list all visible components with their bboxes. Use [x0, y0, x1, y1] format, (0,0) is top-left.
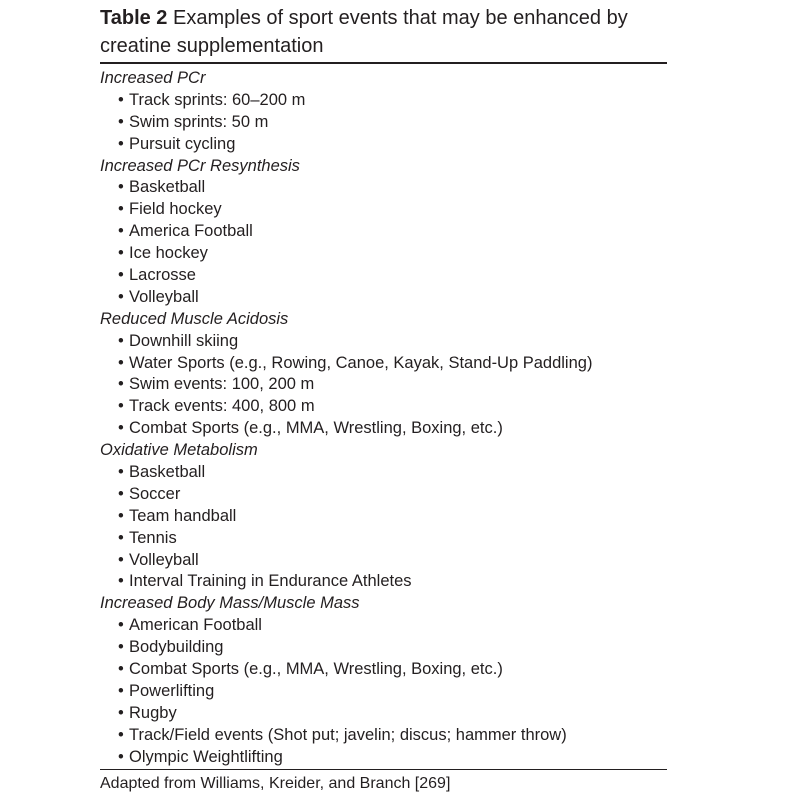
list-item [100, 747, 667, 769]
bullet-icon: • [118, 397, 124, 416]
table-group [100, 440, 667, 593]
list-item-text: Downhill skiing [129, 331, 239, 350]
table-caption [100, 4, 667, 60]
list-item [100, 112, 667, 134]
list-item [100, 243, 667, 265]
list-item-text: American Football [129, 616, 262, 635]
group-items [100, 90, 667, 156]
bullet-icon: • [118, 528, 124, 547]
group-items [100, 462, 667, 593]
bullet-icon: • [118, 200, 124, 219]
bullet-icon: • [118, 506, 124, 525]
list-item [100, 637, 667, 659]
list-item-text: Tennis [129, 528, 177, 547]
bullet-icon: • [118, 353, 124, 372]
list-item-text: Swim sprints: 50 m [129, 112, 269, 131]
list-item-text: Team handball [129, 506, 237, 525]
list-item [100, 506, 667, 528]
table-body [100, 68, 667, 769]
table-group [100, 156, 667, 309]
list-item [100, 550, 667, 572]
list-item [100, 659, 667, 681]
list-item-text: Water Sports (e.g., Rowing, Canoe, Kayak, Stand-Up Paddling) [129, 353, 593, 372]
bullet-icon: • [118, 287, 124, 306]
group-items [100, 615, 667, 768]
bullet-icon: • [118, 331, 124, 350]
bullet-icon: • [118, 375, 124, 394]
list-item-text: Combat Sports (e.g., MMA, Wrestling, Boxing, etc.) [129, 419, 503, 438]
list-item [100, 571, 667, 593]
table-container [100, 4, 667, 795]
list-item [100, 199, 667, 221]
bullet-icon: • [118, 616, 124, 635]
list-item [100, 265, 667, 287]
list-item [100, 681, 667, 703]
list-item [100, 287, 667, 309]
bullet-icon: • [118, 703, 124, 722]
list-item [100, 484, 667, 506]
list-item-text: Powerlifting [129, 681, 215, 700]
list-item [100, 353, 667, 375]
list-item-text: Track/Field events (Shot put; javelin; discus; hammer throw) [129, 725, 567, 744]
table-group [100, 68, 667, 156]
list-item [100, 331, 667, 353]
list-item-text: Basketball [129, 463, 206, 482]
group-title: Oxidative Metabolism [100, 441, 258, 460]
list-item [100, 221, 667, 243]
list-item-text: Combat Sports (e.g., MMA, Wrestling, Boxing, etc.) [129, 660, 503, 679]
list-item-text: Olympic Weightlifting [129, 747, 283, 766]
list-item [100, 615, 667, 637]
table-group [100, 593, 667, 768]
bullet-icon: • [118, 550, 124, 569]
list-item [100, 90, 667, 112]
bullet-icon: • [118, 178, 124, 197]
list-item-text: Field hockey [129, 200, 222, 219]
list-item-text: Basketball [129, 178, 206, 197]
group-items [100, 177, 667, 308]
table-group [100, 309, 667, 440]
bullet-icon: • [118, 484, 124, 503]
list-item-text: Lacrosse [129, 266, 196, 285]
bullet-icon: • [118, 463, 124, 482]
bullet-icon: • [118, 747, 124, 766]
bullet-icon: • [118, 112, 124, 131]
list-item [100, 528, 667, 550]
bullet-icon: • [118, 660, 124, 679]
list-item [100, 134, 667, 156]
bullet-icon: • [118, 419, 124, 438]
list-item [100, 703, 667, 725]
bullet-icon: • [118, 681, 124, 700]
list-item [100, 462, 667, 484]
bullet-icon: • [118, 244, 124, 263]
list-item [100, 177, 667, 199]
bullet-icon: • [118, 266, 124, 285]
list-item-text: Swim events: 100, 200 m [129, 375, 315, 394]
group-title: Increased PCr [100, 69, 206, 87]
bullet-icon: • [118, 572, 124, 591]
list-item-text: Rugby [129, 703, 177, 722]
list-item [100, 725, 667, 747]
bullet-icon: • [118, 134, 124, 153]
list-item-text: America Football [129, 222, 253, 241]
list-item-text: Track sprints: 60–200 m [129, 90, 306, 109]
list-item [100, 396, 667, 418]
table-footnote: Adapted from Williams, Kreider, and Branch [269] [100, 774, 451, 792]
list-item [100, 418, 667, 440]
table-label: Table 2 [100, 7, 168, 29]
group-title: Reduced Muscle Acidosis [100, 309, 289, 328]
list-item-text: Volleyball [129, 550, 199, 569]
group-items [100, 331, 667, 440]
list-item-text: Ice hockey [129, 244, 208, 263]
list-item-text: Bodybuilding [129, 638, 224, 657]
table-caption-text: Examples of sport events that may be enhanced by creatine supplementation [100, 7, 628, 57]
bullet-icon: • [118, 222, 124, 241]
list-item-text: Pursuit cycling [129, 134, 236, 153]
group-title: Increased PCr Resynthesis [100, 156, 300, 175]
bullet-icon: • [118, 725, 124, 744]
list-item-text: Track events: 400, 800 m [129, 397, 315, 416]
bullet-icon: • [118, 638, 124, 657]
group-title: Increased Body Mass/Muscle Mass [100, 594, 360, 613]
list-item-text: Soccer [129, 484, 181, 503]
list-item-text: Volleyball [129, 287, 199, 306]
list-item [100, 374, 667, 396]
list-item-text: Interval Training in Endurance Athletes [129, 572, 412, 591]
bullet-icon: • [118, 90, 124, 109]
caption-rule [100, 62, 667, 64]
